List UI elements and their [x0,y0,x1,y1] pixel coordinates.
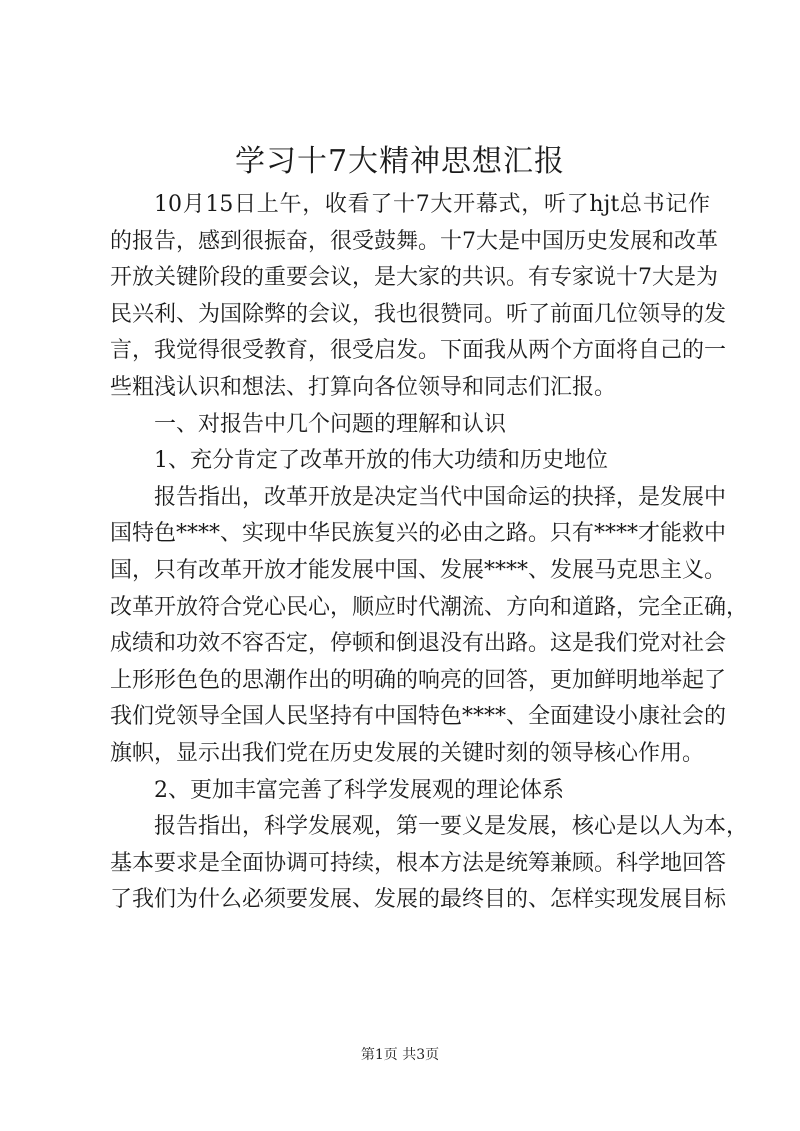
document-body [110,187,749,919]
paragraph-line: 国特色****、实现中华民族复兴的必由之路。只有****才能救中 [110,521,727,547]
document-title: 学习十7大精神思想汇报 [234,144,566,179]
subsection-heading: 2、更加丰富完善了科学发展观的理论体系 [154,777,564,803]
paragraph-line: 些粗浅认识和想法、打算向各位领导和同志们汇报。 [110,374,617,400]
paragraph-line: 言，我觉得很受教育，很受启发。下面我从两个方面将自己的一 [110,338,727,364]
paragraph-line: 国，只有改革开放才能发展中国、发展****、发展马克思主义。 [110,557,727,583]
paragraph-line: 基本要求是全面协调可持续，根本方法是统筹兼顾。科学地回答 [110,850,727,876]
paragraph-line: 报告指出，科学发展观，第一要义是发展，核心是以人为本， [154,814,749,840]
paragraph-line: 了我们为什么必须要发展、发展的最终目的、怎样实现发展目标 [110,887,727,913]
section-heading: 一、对报告中几个问题的理解和认识 [154,411,507,437]
paragraph-line: 我们党领导全国人民坚持有中国特色****、全面建设小康社会的 [110,704,727,730]
paragraph-line: 民兴利、为国除弊的会议，我也很赞同。听了前面几位领导的发 [110,301,727,327]
page-footer: 第1页 共3页 [360,1047,440,1063]
paragraph-line: 开放关键阶段的重要会议，是大家的共识。有专家说十7大是为 [110,265,718,291]
paragraph-line: 上形形色色的思潮作出的明确的响亮的回答，更加鲜明地举起了 [110,667,727,693]
paragraph-line: 报告指出，改革开放是决定当代中国命运的抉择，是发展中 [154,484,727,510]
paragraph-line: 改革开放符合党心民心，顺应时代潮流、方向和道路，完全正确， [110,594,749,620]
paragraph-line: 的报告，感到很振奋，很受鼓舞。十7大是中国历史发展和改革 [110,228,718,254]
paragraph-line: 10月15日上午，收看了十7大开幕式，听了hjt总书记作 [154,192,710,217]
subsection-heading: 1、充分肯定了改革开放的伟大功绩和历史地位 [154,448,608,474]
paragraph-line: 成绩和功效不容否定，停顿和倒退没有出路。这是我们党对社会 [110,631,727,657]
paragraph-line: 旗帜，显示出我们党在历史发展的关键时刻的领导核心作用。 [110,740,705,766]
